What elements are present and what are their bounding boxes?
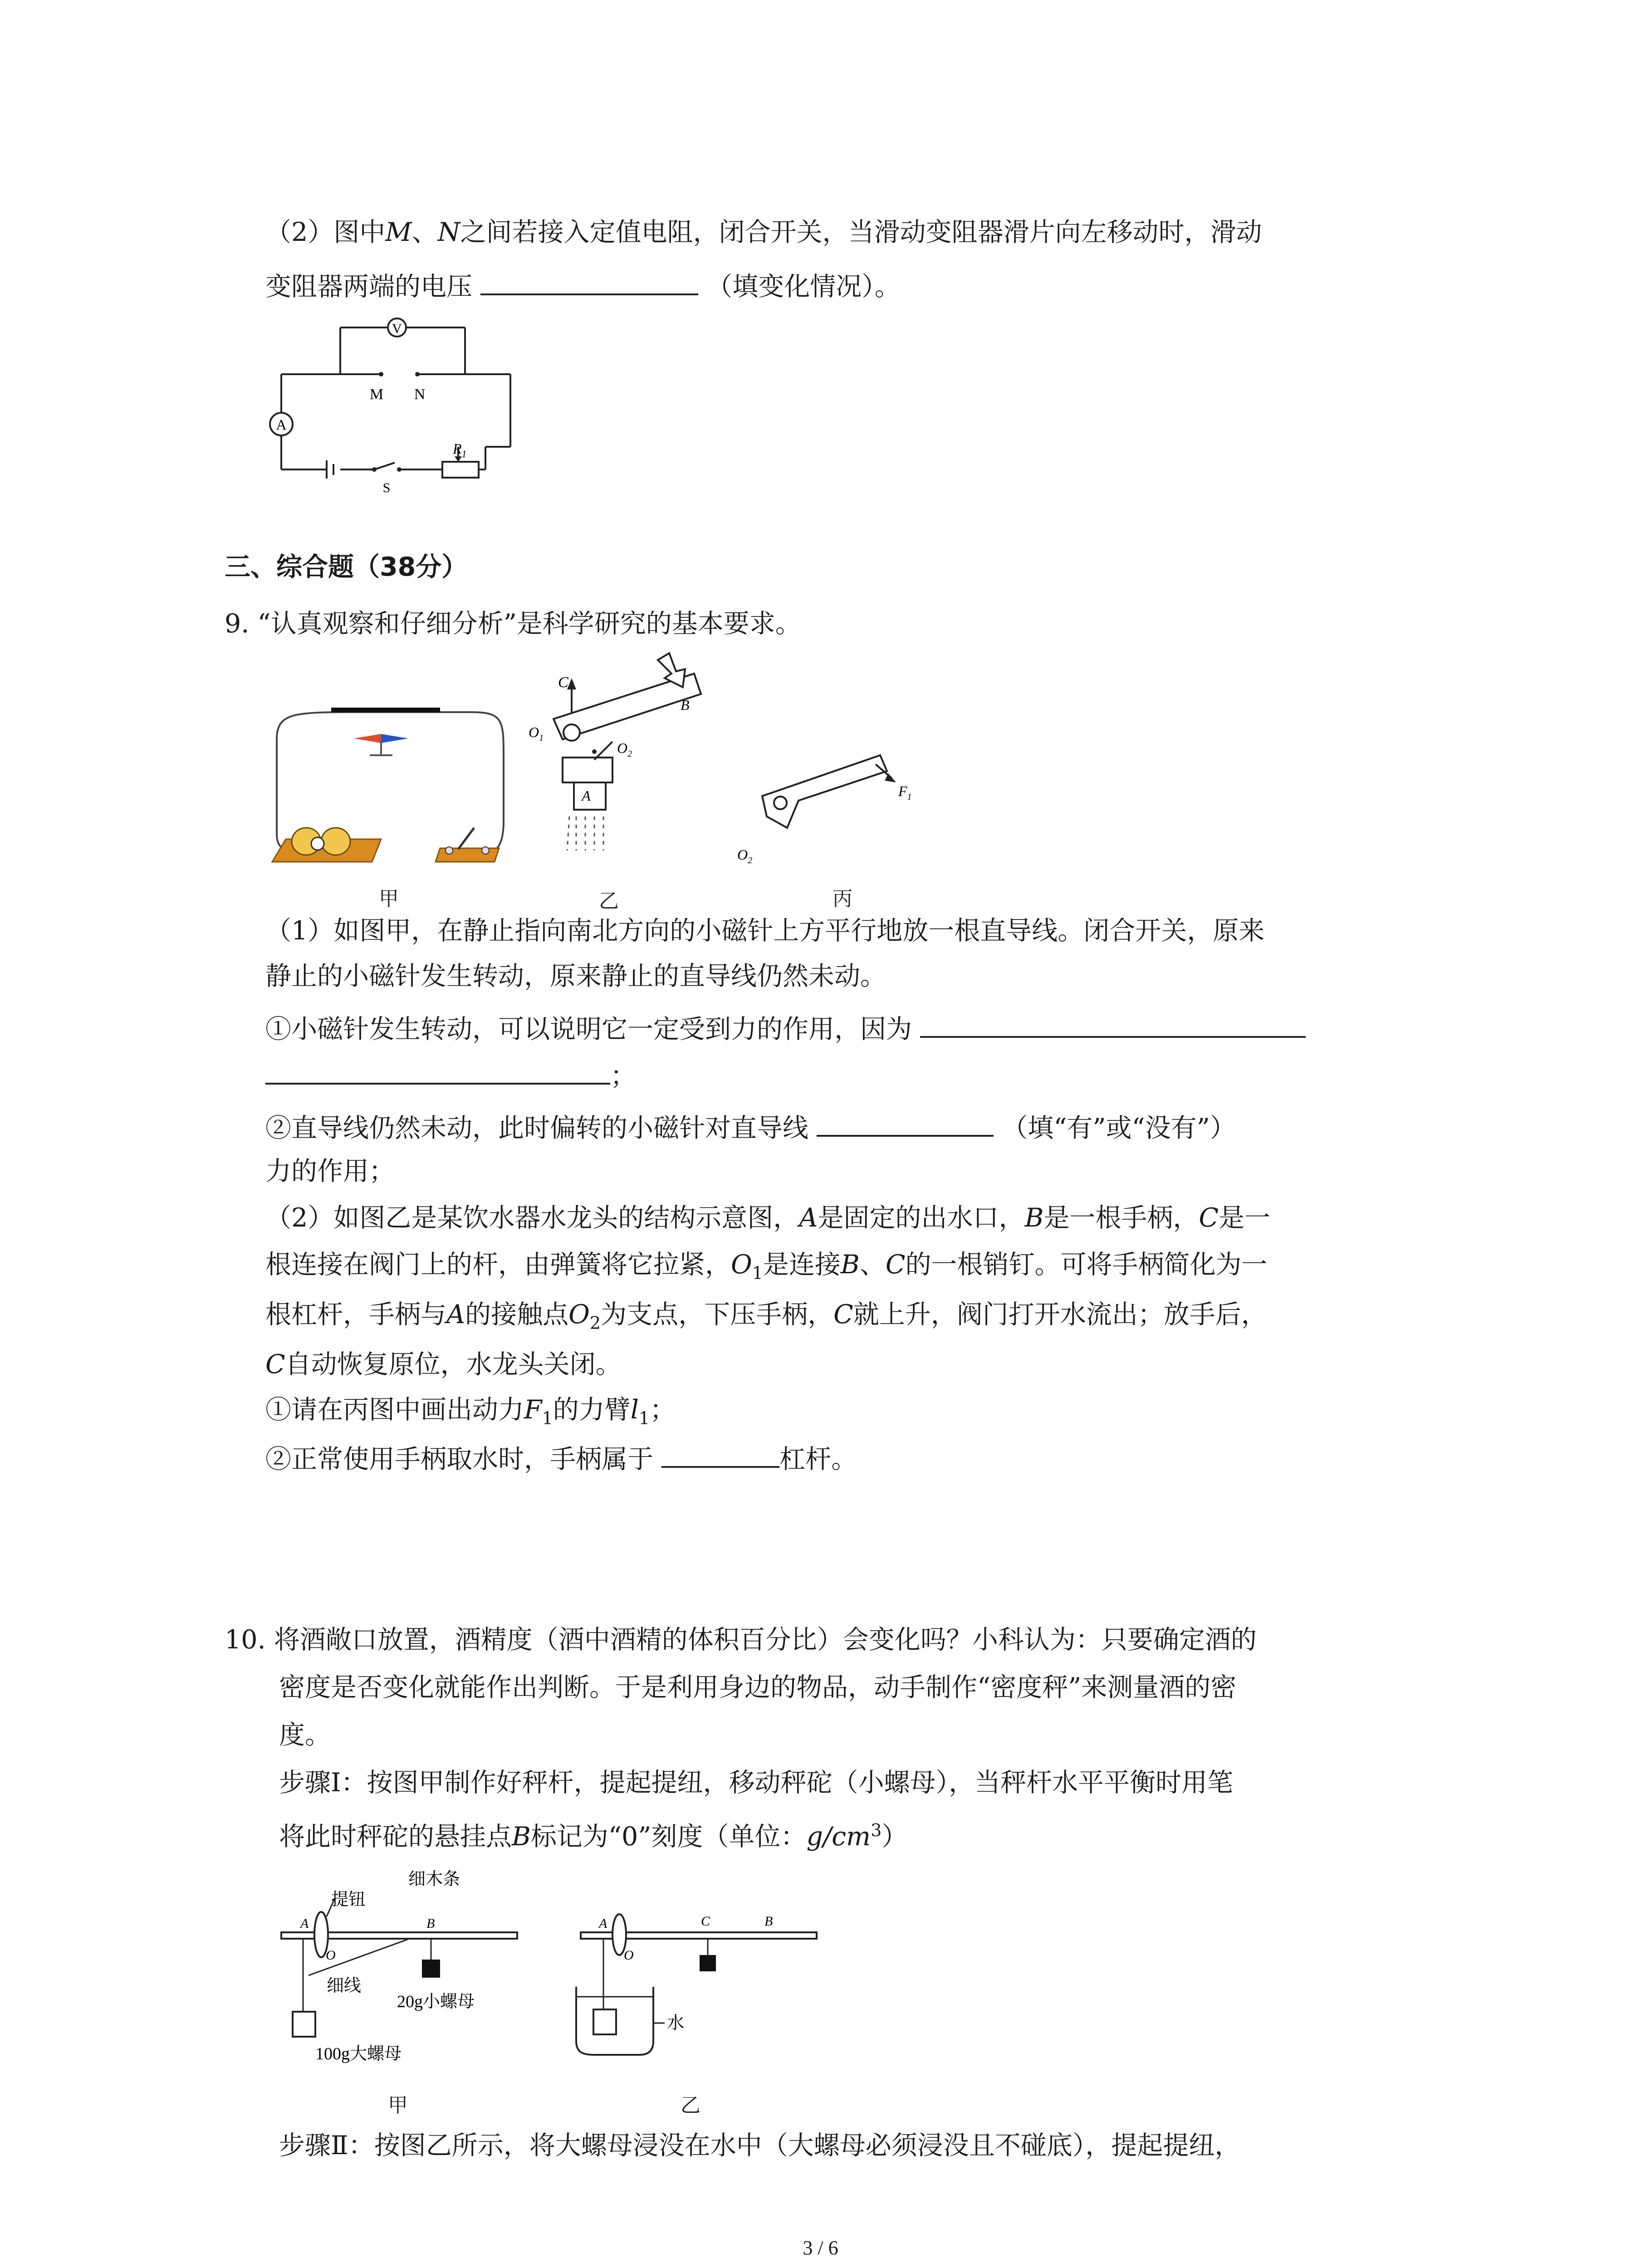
q8-part2-line2: 变阻器两端的电压 （填变化情况）。 xyxy=(265,265,901,305)
q10-step1-line2: 将此时秤砣的悬挂点B标记为“0”刻度（单位：$g/cm^3$） xyxy=(279,1820,908,1852)
q9-p1-q2: ②直导线仍然未动，此时偏转的小磁针对直导线 （填“有”或“没有”） xyxy=(265,1107,1236,1146)
figure-caption-yi: 乙 xyxy=(599,890,619,913)
label-small-nut: 20g小螺母 xyxy=(397,1992,475,2011)
figure-caption-yi-2: 乙 xyxy=(681,2094,700,2117)
ammeter-label: A xyxy=(276,416,287,433)
label-O-yi: O xyxy=(624,1948,634,1963)
q10-step1-line1: 步骤Ⅰ：按图甲制作好秤杆，提起提纽，移动秤砣（小螺母），当秤杆水平平衡时用笔 xyxy=(279,1768,1234,1798)
label-xixian: 细线 xyxy=(327,1976,362,1995)
lever-O2-label: $O_2$ xyxy=(737,846,753,865)
answer-blank-voltage[interactable] xyxy=(480,265,698,295)
q9-p2-q1: ①请在丙图中画出动力$F_1$的力臂$l_1$； xyxy=(265,1395,676,1428)
label-tiniu: 提钮 xyxy=(331,1890,366,1909)
label-water: 水 xyxy=(667,2014,685,2033)
circuit-N-label: N xyxy=(414,386,426,403)
lever-F1-label: $F_1$ xyxy=(898,783,912,802)
label-C-yi: C xyxy=(701,1914,710,1929)
q10-step2-line1: 步骤Ⅱ：按图乙所示，将大螺母浸没在水中（大螺母必须浸没且不碰底），提起提纽， xyxy=(279,2131,1241,2160)
switch-label: S xyxy=(382,480,391,495)
q9-p2-q2: ②正常使用手柄取水时，手柄属于 杠杆。 xyxy=(265,1438,857,1477)
q10-line2: 密度是否变化就能作出判断。于是利用身边的物品，动手制作“密度秤”来测量酒的密 xyxy=(279,1672,1237,1702)
q10-line3: 度。 xyxy=(279,1720,331,1750)
answer-blank-reason-part1[interactable] xyxy=(920,1008,1306,1038)
label-ximutiao: 细木条 xyxy=(408,1870,460,1889)
label-A-yi: A xyxy=(599,1916,607,1931)
figure-yi-faucet xyxy=(526,651,726,873)
label-A-jia: A xyxy=(300,1916,309,1931)
faucet-O2-label: $O_2$ xyxy=(617,740,632,759)
figure-density-scale-yi xyxy=(572,1878,826,2068)
var-N: N xyxy=(437,217,460,247)
label-O-jia: O xyxy=(326,1948,336,1963)
faucet-C-label: C xyxy=(558,674,568,691)
rheostat-label: $R_1$ xyxy=(453,440,467,459)
figure-caption-jia-2: 甲 xyxy=(388,2094,408,2117)
circuit-diagram xyxy=(263,308,535,499)
section-title: 三、综合题（38分） xyxy=(225,552,468,582)
q9-stem: 9. “认真观察和仔细分析”是科学研究的基本要求。 xyxy=(225,609,801,639)
q9-p2-line3: 根杠杆，手柄与A的接触点$O_2$为支点，下压手柄，C就上升，阀门打开水流出；放手后， xyxy=(265,1300,1267,1333)
answer-blank-reason-part2[interactable] xyxy=(265,1055,610,1085)
q9-p1-line2: 静止的小磁针发生转动，原来静止的直导线仍然未动。 xyxy=(265,961,886,991)
q9-p1-q1: ①小磁针发生转动，可以说明它一定受到力的作用，因为 xyxy=(265,1008,1306,1047)
figure-caption-bing: 丙 xyxy=(833,887,852,910)
q9-p2-line4: C自动恢复原位，水龙头关闭。 xyxy=(265,1349,622,1379)
label-big-nut: 100g大螺母 xyxy=(315,2044,402,2063)
label-B-yi: B xyxy=(764,1914,773,1929)
faucet-O1-label: $O_1$ xyxy=(529,724,544,743)
voltmeter-label: V xyxy=(392,321,402,336)
answer-blank-lever-type[interactable] xyxy=(661,1438,779,1468)
q8-part2-line1: （2）图中M、N之间若接入定值电阻，闭合开关，当滑动变阻器滑片向左移动时，滑动 xyxy=(265,217,1262,247)
circuit-M-label: M xyxy=(369,386,384,403)
label-B-jia: B xyxy=(426,1916,435,1931)
q9-p1-line1: （1）如图甲，在静止指向南北方向的小磁针上方平行地放一根直导线。闭合开关，原来 xyxy=(265,916,1265,946)
q10-line1: 10. 将酒敞口放置，酒精度（酒中酒精的体积百分比）会变化吗？小科认为：只要确定酒的 xyxy=(225,1625,1257,1655)
page-number: 3 / 6 xyxy=(803,2237,838,2259)
figure-jia-compass xyxy=(268,685,522,871)
q9-p2-line2: 根连接在阀门上的杆，由弹簧将它拉紧，$O_1$是连接B、C的一根销钉。可将手柄简化为一 xyxy=(265,1250,1268,1283)
var-M: M xyxy=(385,217,412,247)
figure-caption-jia: 甲 xyxy=(379,887,399,910)
faucet-A-label: A xyxy=(582,787,591,804)
figure-density-scale-jia xyxy=(272,1857,554,2084)
answer-blank-force[interactable] xyxy=(817,1107,994,1137)
q9-p1-q2-cont: 力的作用； xyxy=(265,1156,395,1186)
faucet-B-label: B xyxy=(681,697,690,713)
figure-bing-lever xyxy=(735,737,926,882)
q9-p2-line1: （2）如图乙是某饮水器水龙头的结构示意图，A是固定的出水口，B是一根手柄，C是一 xyxy=(265,1203,1270,1233)
q9-p1-q1-cont: ； xyxy=(265,1055,636,1094)
